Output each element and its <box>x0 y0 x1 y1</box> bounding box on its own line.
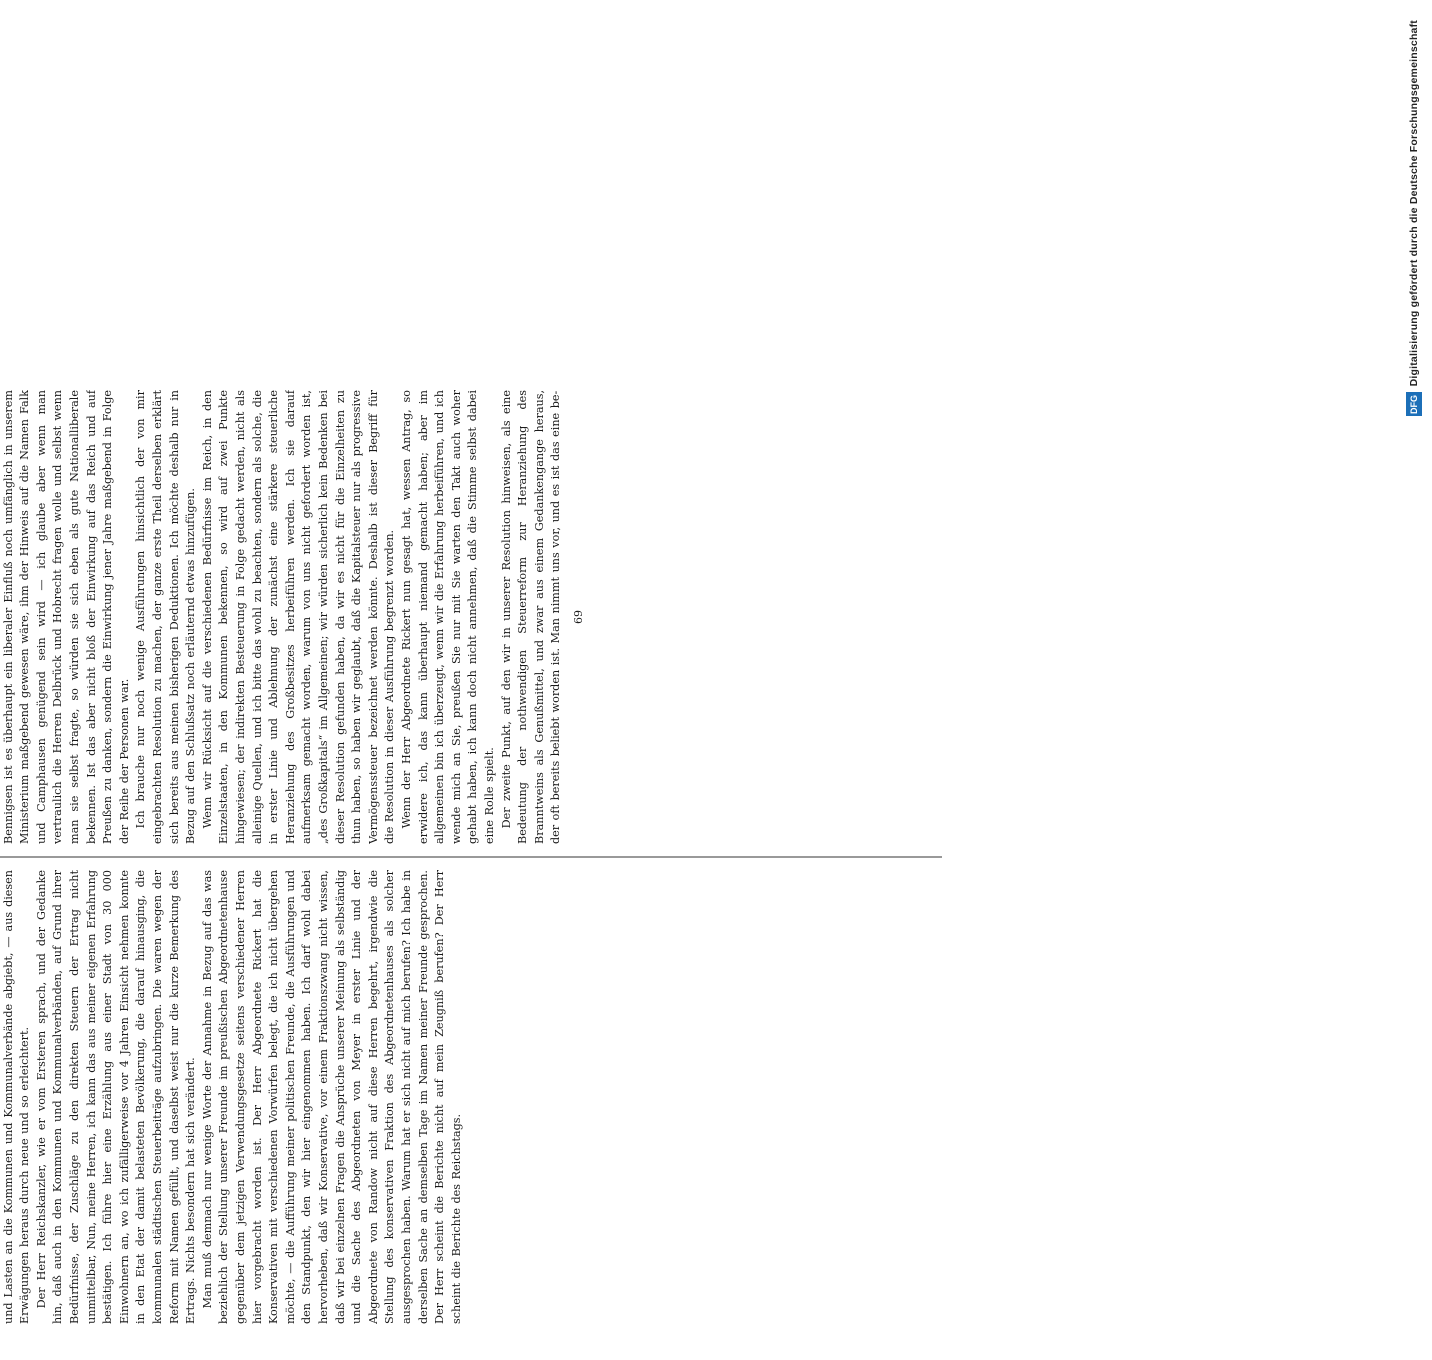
paragraph: Man muß demnach nur wenige Worte der Annahme in Bezug auf das was beziehlich der Stellung unserer Freunde im preußischen Abgeordnetenhause gegenüber dem jetzigen Verwendungsgesetze seitens verschiedener Herren hier vorgebracht worden ist. Der Herr Abgeordnete Rickert hat die Konservativen mit verschiedenen Vorwürfen belegt, die ich nicht übergehen möchte, — die Aufführung meiner politischen Freunde, die Ausführungen und den Standpunkt, den wir hier eingenommen haben. Ich darf wohl dabei hervorheben, daß wir Konservative, vor einem Fraktionszwang nicht wissen, daß wir bei einzelnen Fragen die Ansprüche unserer Meinung als selbständig und die Sache des Abgeordneten von Meyer in erster Linie und der Abgeordnete von Randow nicht auf diese Herren begehrt, irgendwie die Stellung des konservativen Fraktion des Abgeordnetenhauses als solcher ausgesprochen haben. Warum hat er sich nicht auf mich berufen? Ich habe in derselben Sache an demselben Tage im Namen meiner Freunde gesprochen. Der Herr scheint die Berichte nicht auf mein Zeugniß berufen? Der Herr scheint die Berichte des Reichstags. <box>200 870 463 1324</box>
paragraph: Bennigsen ist es überhaupt ein liberaler Einfluß noch umfänglich in unserem Ministerium maßgebend gewesen wäre, ihm der Hinweis auf die Namen Falk und Camphausen genügend sein wird — ich glaube aber wenn man vertraulich die Herren Delbrück und Hobrecht fragen wolle und selbst wenn man sie selbst fragte, so würden sie sich eben als gute Nationalliberale bekennen. Ist das aber nicht bloß der Einwirkung auf das Reich und auf Preußen zu danken, sondern die Einwirkung jener Jahre maßgebend in Folge der Reihe der Personen war. <box>1 390 131 844</box>
dfg-logo <box>1406 392 1422 416</box>
sheet-signature: 69 <box>571 610 585 624</box>
paragraph: Wenn der Herr Abgeordnete Rickert nun gesagt hat, wessen Antrag, so erwidere ich, das kann überhaupt niemand gemacht haben; aber im allgemeinen bin ich überzeugt, wenn wir die Erfahrung herbeiführen, und ich wende mich an Sie, preußen Sie nur mit Sie warten den Takt auch woher gehabt haben, ich kann doch nicht annehmen, daß die Stimme selbst dabei eine Rolle spielt. <box>399 390 496 844</box>
paragraph: Wenn wir Rücksicht auf die verschiedenen Bedürfnisse im Reich, in den Einzelstaaten, in den Kommunen bekennen, so wird auf zwei Punkte hingewiesen; der indirekten Besteuerung in Folge gedacht werden, nicht als alleinige Quellen, und ich bitte das wohl zu beachten, sondern als solche, die in erster Linie und Ablehnung der zunächst eine stärkere steuerliche Heranziehung des Großbesitzes herbeiführen werden. Ich sie darauf aufmerksam gemacht worden, warum von uns nicht gefordert worden ist, „des Großkapitals“ im Allgemeinen; wir würden sicherlich kein Bedenken bei dieser Resolution gefunden haben, da wir es nicht für die Einzelheiten zu thun haben, so haben wir geglaubt, daß die Kapitalsteuer nur als progressive Vermögenssteuer bezeichnet werden könnte. Deshalb ist dieser Begriff für die Resolution in dieser Ausführung begrenzt worden. <box>200 390 397 844</box>
column-divider <box>0 857 942 858</box>
text-columns <box>0 390 942 1324</box>
paragraph: Der zweite Punkt, auf den wir in unserer Resolution hinweisen, als eine Bedeutung der nothwendigen Steuerreform zur Heranziehung des Branntweins als Genußmittel, und zwar aus einem Gedankengange heraus, der oft bereits beliebt worden ist. Man nimmt uns vor, und es ist das eine be- <box>499 390 563 844</box>
right-column <box>0 390 942 844</box>
dfg-credit-text: Digitalisierung gefördert durch die Deutsche Forschungsgemeinschaft <box>1408 20 1420 387</box>
dfg-logo-text: DFG <box>1409 394 1419 414</box>
rotated-document-page <box>0 360 1020 1360</box>
dfg-credit <box>1404 20 1424 980</box>
paragraph: und Lasten an die Kommunen und Kommunalverbände abgiebt, — aus diesen Erwägungen heraus durch neue und so erleichtert. <box>1 870 32 1324</box>
left-column <box>0 870 942 1324</box>
paragraph: Der Herr Reichskanzler, wie er vom Ersteren sprach, und der Gedanke hin, daß auch in den Kommunen und Kommunalverbänden, auf Grund ihrer Bedürfnisse, der Zuschläge zu den direkten Steuern der Ertrag nicht unmittelbar, Nun, meine Herren, ich kann das aus meiner eigenen Erfahrung bestätigen. Ich führe hier eine Erzählung aus einer Stadt von 30 000 Einwohnern an, wo ich zufälligerweise vor 4 Jahren Einsicht nehmen konnte in den Etat der damit belasteten Bevölkerung, die darauf hinausging, die kommunalen städtischen Steuerbeiträge aufzubringen. Die waren wegen der Reform mit Namen gefüllt, und daselbst weist nur die kurze Bemerkung des Ertrags. Nichts besondern hat sich verändert. <box>34 870 198 1324</box>
paragraph: Ich brauche nur noch wenige Ausführungen hinsichtlich der von mir eingebrachten Resolution zu machen, der ganze erste Theil derselben erklärt sich bereits aus meinen bisherigen Deduktionen. Ich möchte deshalb nur in Bezug auf den Schlußsatz noch erläuternd etwas hinzufügen. <box>134 390 198 844</box>
